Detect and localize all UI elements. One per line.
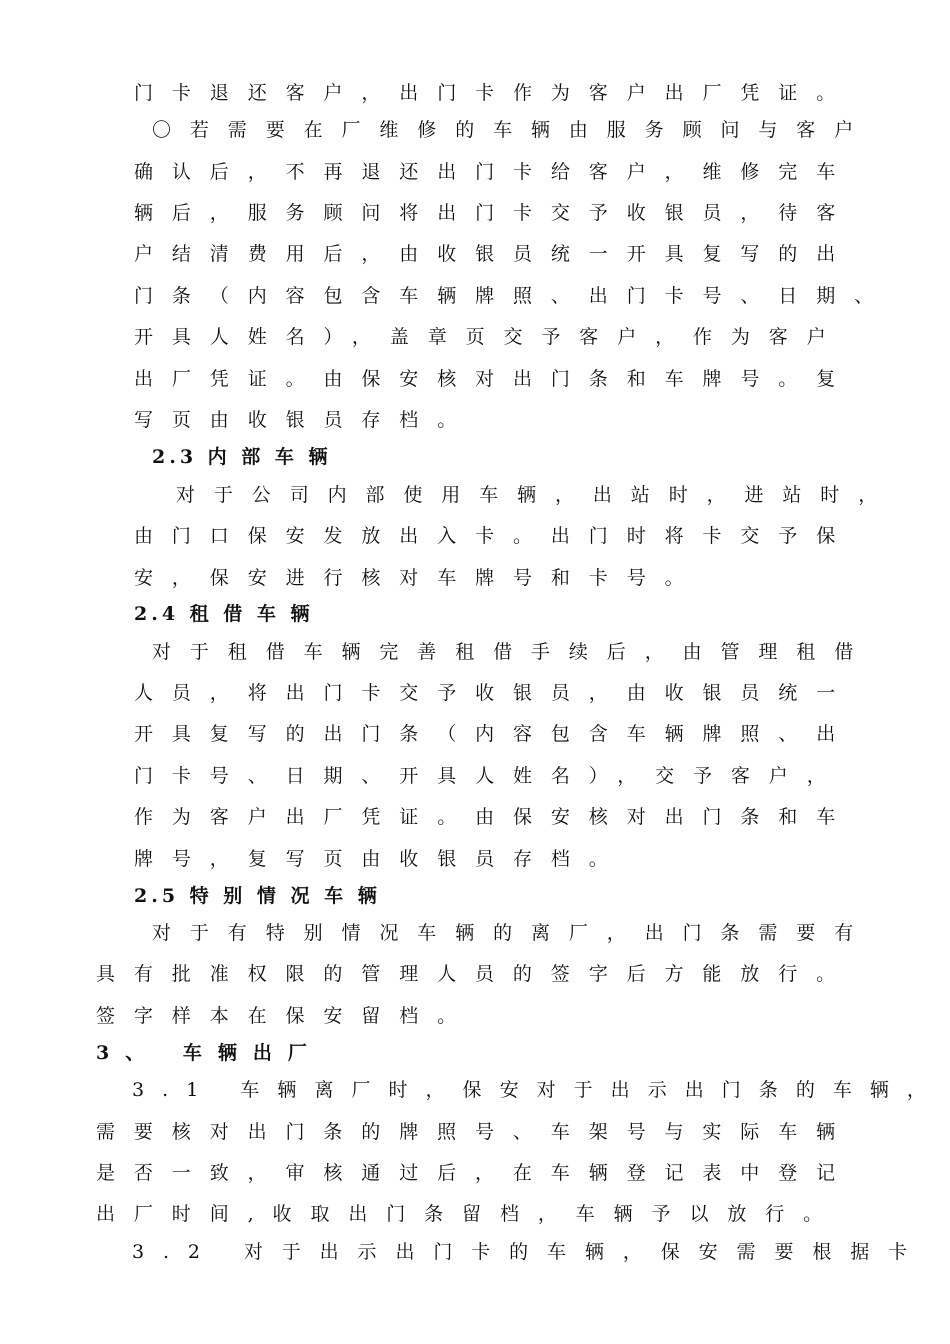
body-line: 辆后，服务顾问将出门卡交予收银员，待客 [134, 202, 855, 224]
body-line: 需要核对出门条的牌照号、车架号与实际车辆 [96, 1121, 855, 1143]
body-line: 签字样本在保安留档。 [96, 1005, 476, 1027]
body-line: 开具人姓名），盖章页交予客户，作为客户 [134, 326, 845, 348]
body-line: 由门口保安发放出入卡。出门时将卡交予保 [134, 525, 855, 547]
body-line: 牌号，复写页由收银员存档。 [134, 848, 627, 870]
body-line: 户结清费用后，由收银员统一开具复写的出 [134, 243, 855, 265]
body-line: 对于公司内部使用车辆，出站时，进站时， [176, 484, 897, 506]
body-line: 安，保安进行核对车牌号和卡号。 [134, 567, 703, 589]
section-heading: 2.5 特 别 情 况 车 辆 [134, 885, 381, 907]
body-line: 〇若需要在厂维修的车辆由服务顾问与客户 [152, 119, 873, 141]
body-line: 作为客户出厂凭证。由保安核对出门条和车 [134, 806, 855, 828]
section-heading: 2.4 租 借 车 辆 [134, 603, 314, 625]
body-line: 门条（内容包含车辆牌照、出门卡号、日期、 [134, 285, 893, 307]
body-line: 人员，将出门卡交予收银员，由收银员统一 [134, 682, 855, 704]
body-line: 对于有特别情况车辆的离厂，出门条需要有 [152, 922, 873, 944]
body-line: 出厂凭证。由保安核对出门条和车牌号。复 [134, 368, 855, 390]
body-line: 3.1 车辆离厂时，保安对于出示出门条的车辆， [132, 1079, 944, 1101]
body-line: 是否一致，审核通过后，在车辆登记表中登记 [96, 1162, 855, 1184]
body-line: 写页由收银员存档。 [134, 409, 476, 431]
body-line: 门卡号、日期、开具人姓名），交予客户， [134, 765, 845, 787]
body-line: 门卡退还客户，出门卡作为客户出厂凭证。 [134, 82, 855, 104]
body-line: 具有批准权限的管理人员的签字后方能放行。 [96, 963, 855, 985]
body-line: 确认后，不再退还出门卡给客户，维修完车 [134, 161, 855, 183]
body-line: 开具复写的出门条（内容包含车辆牌照、出 [134, 723, 855, 745]
body-line: 出厂时间,收取出门条留档，车辆予以放行。 [96, 1203, 842, 1225]
section-heading: 3、 车辆出厂 [96, 1042, 323, 1064]
body-line: 对于租借车辆完善租借手续后，由管理租借 [152, 641, 873, 663]
section-heading: 2.3 内 部 车 辆 [152, 446, 332, 468]
body-line: 3.2 对于出示出门卡的车辆，保安需要根据卡 [132, 1241, 927, 1263]
